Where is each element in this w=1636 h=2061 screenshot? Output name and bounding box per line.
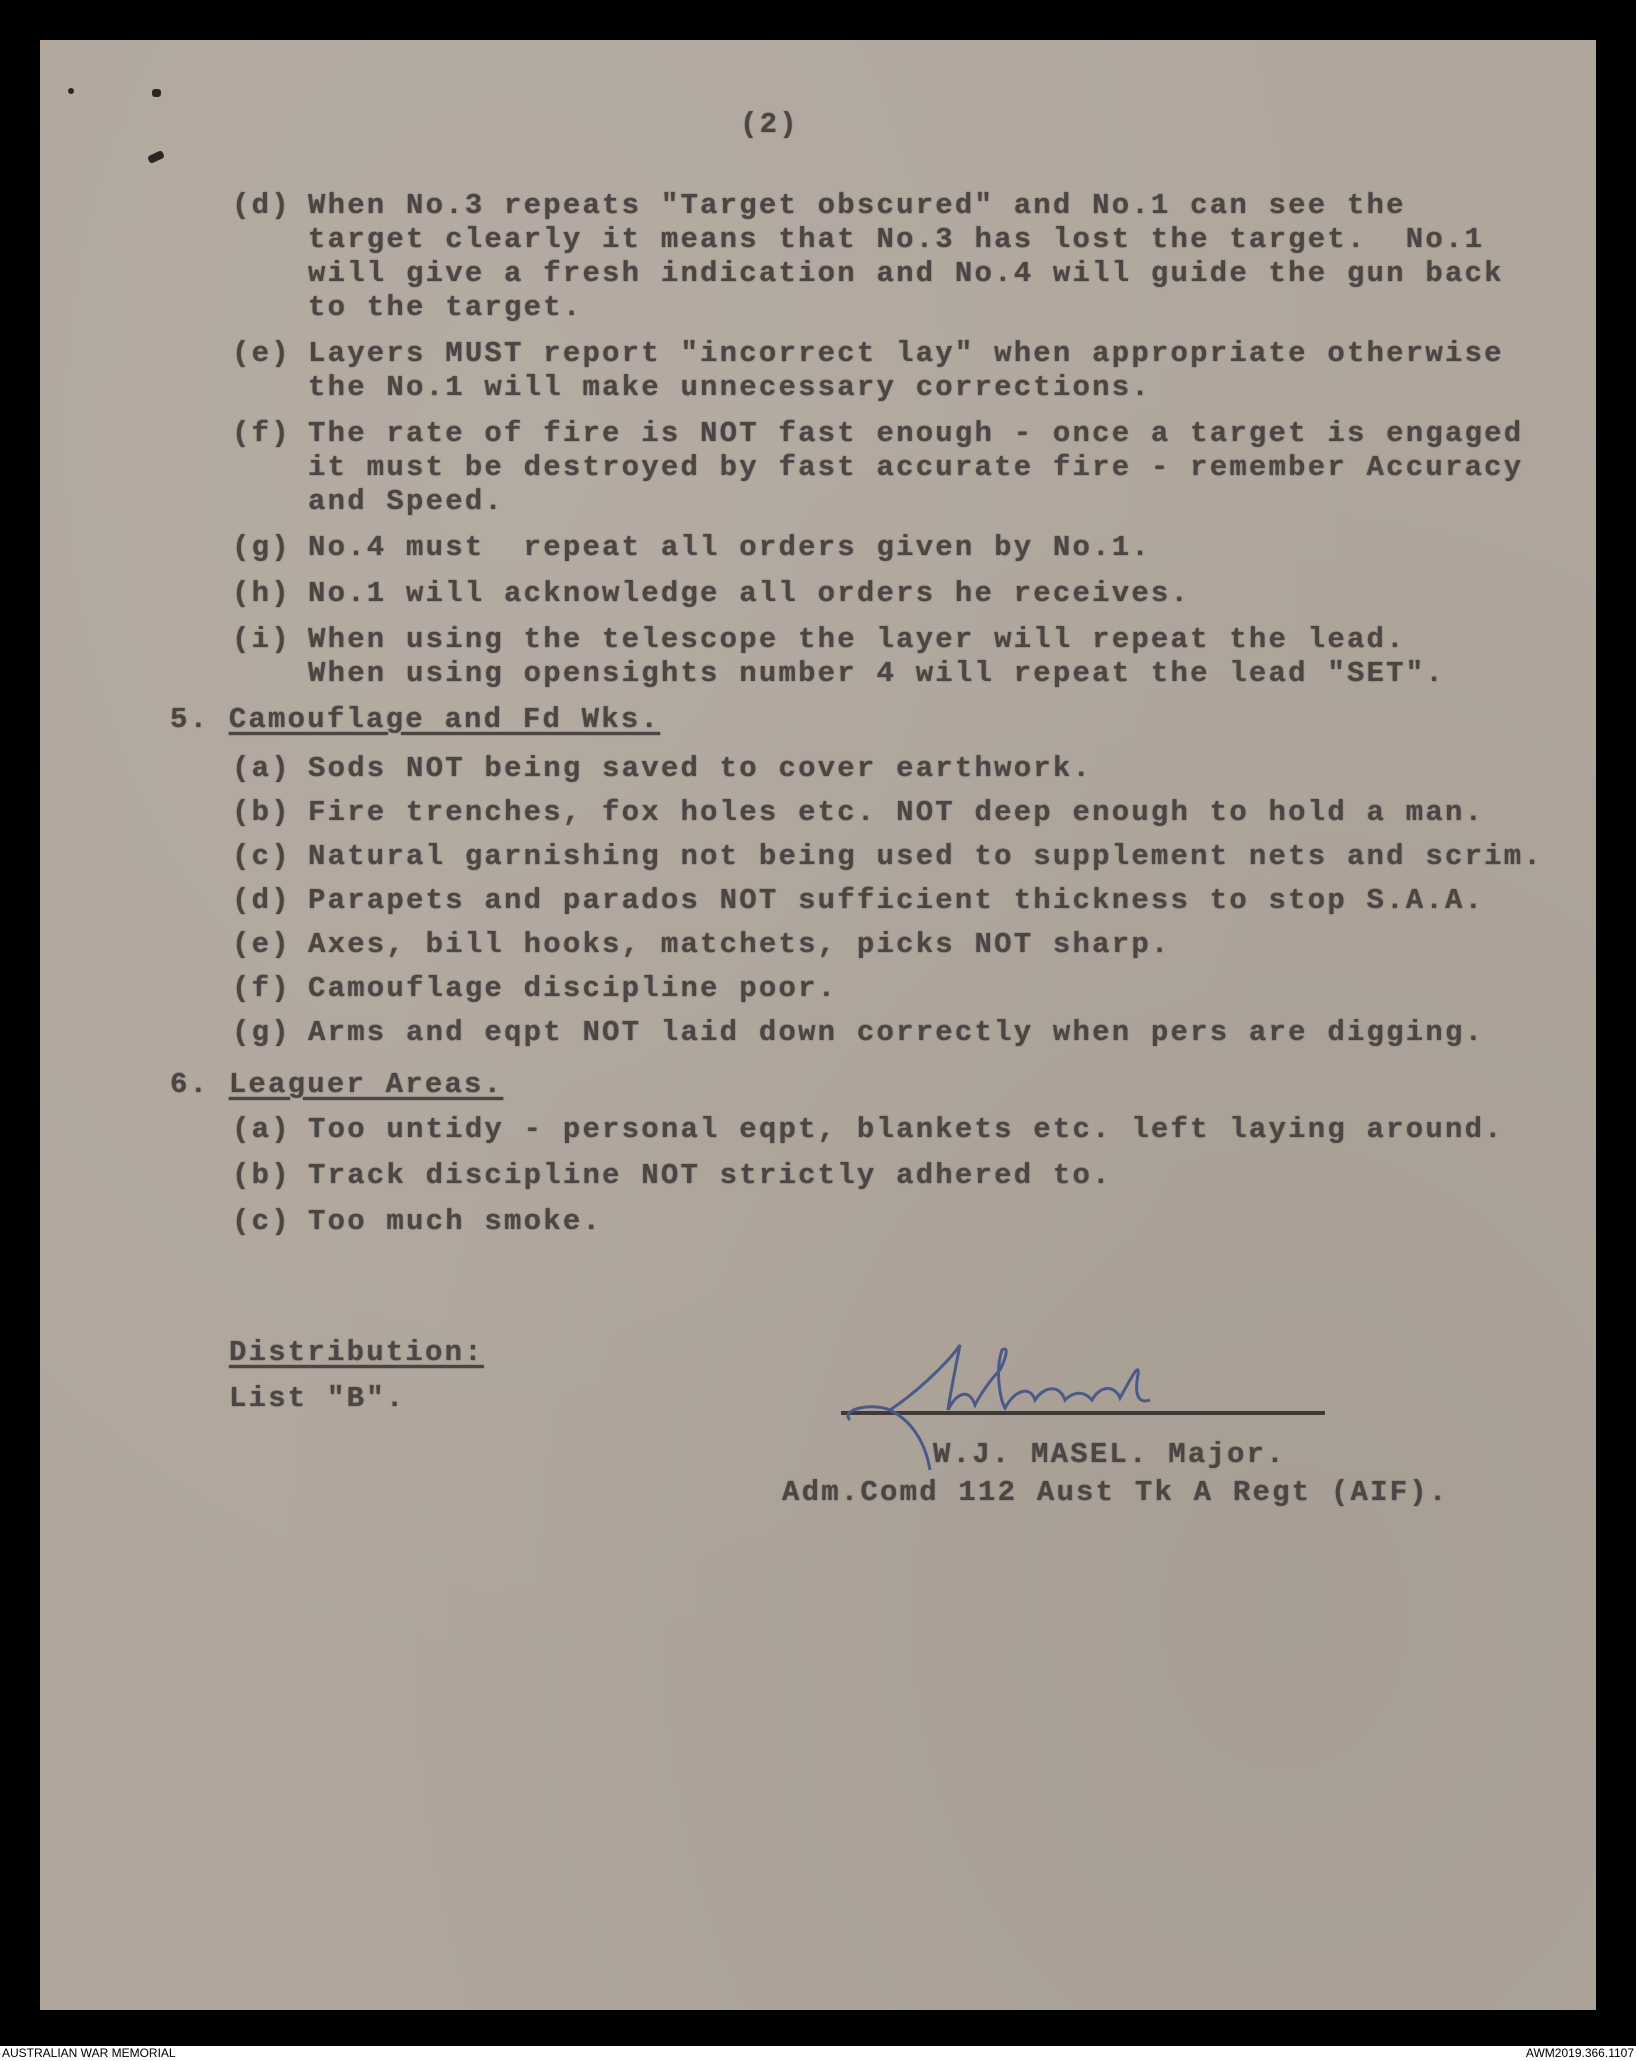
item-label: (c) [232,840,291,873]
item-text-line: No.4 must repeat all orders given by No.1. [308,531,1151,564]
item-text-line: and Speed. [308,485,505,518]
item-text-line: to the target. [308,291,583,324]
item-text [308,189,1504,325]
distribution-list: List "B". [229,1382,406,1415]
page-number: (2) [740,108,799,141]
item-text-line: The rate of fire is NOT fast enough - once a target is engaged [308,417,1524,450]
item-text [308,972,837,1006]
signatory-title: Adm.Comd 112 Aust Tk A Regt (AIF). [782,1476,1449,1509]
item-label: (a) [232,752,291,785]
archive-name: AUSTRALIAN WAR MEMORIAL [2,2046,176,2060]
item-label: (e) [232,928,291,961]
archive-reference: AWM2019.366.1107 [1525,2046,1634,2060]
item-text-line: the No.1 will make unnecessary corrections. [308,371,1151,404]
item-text [308,337,1504,405]
item-text [308,796,1484,830]
section-6-heading [170,1068,1596,1102]
item-text [308,1016,1484,1050]
list-item [232,577,1596,611]
item-label: (a) [232,1113,291,1146]
item-label: (d) [232,189,291,222]
item-text-line: No.1 will acknowledge all orders he receives. [308,577,1191,610]
list-item [232,623,1596,691]
item-text [308,531,1151,565]
item-label: (c) [232,1205,291,1238]
item-text-line: When using the telescope the layer will repeat the lead. [308,623,1406,656]
item-text-line: Too untidy - personal eqpt, blankets etc. left laying around. [308,1113,1504,1146]
document-page [40,40,1596,2010]
item-text-line: Arms and eqpt NOT laid down correctly when pers are digging. [308,1016,1485,1049]
list-item [232,417,1596,519]
list-item [232,884,1596,918]
item-text [308,417,1523,519]
punch-hole [152,89,161,97]
list-item [232,1113,1596,1147]
paper-tear [147,150,165,164]
section-number: 5. [170,703,210,736]
section-5-heading [170,703,1596,737]
section-5-items [232,752,1596,1050]
item-label: (e) [232,337,291,370]
item-text-line: Fire trenches, fox holes etc. NOT deep enough to hold a man. [308,796,1485,829]
list-item [232,531,1596,565]
list-item [232,1205,1596,1239]
item-text-line: Axes, bill hooks, matchets, picks NOT sharp. [308,928,1171,961]
item-text-line: When using opensights number 4 will repeat the lead "SET". [308,657,1445,690]
list-item [232,796,1596,830]
item-text [308,1159,1112,1193]
section-4-items [232,189,1596,691]
item-text-line: will give a fresh indication and No.4 will guide the gun back [308,257,1504,290]
item-text [308,623,1445,691]
item-text-line: Too much smoke. [308,1205,603,1238]
list-item [232,1159,1596,1193]
list-item [232,840,1596,874]
item-text [308,752,1092,786]
list-item [232,337,1596,405]
item-text-line: When No.3 repeats "Target obscured" and No.1 can see the [308,189,1406,222]
distribution-heading: Distribution: [229,1336,484,1369]
signatory-name: W.J. MASEL. Major. [933,1438,1286,1471]
item-label: (g) [232,1016,291,1049]
item-text-line: Track discipline NOT strictly adhered to. [308,1159,1112,1192]
item-text-line: Natural garnishing not being used to supplement nets and scrim. [308,840,1543,873]
item-text-line: Parapets and parados NOT sufficient thickness to stop S.A.A. [308,884,1485,917]
list-item [232,1016,1596,1050]
item-text-line: it must be destroyed by fast accurate fire - remember Accuracy [308,451,1524,484]
list-item [232,189,1596,325]
punch-hole [68,88,74,94]
item-text [308,577,1190,611]
item-text [308,1205,602,1239]
item-text [308,1113,1504,1147]
item-label: (d) [232,884,291,917]
item-text [308,884,1484,918]
section-number: 6. [170,1068,210,1101]
item-label: (f) [232,972,291,1005]
list-item [232,928,1596,962]
item-label: (h) [232,577,291,610]
item-text-line: Camouflage discipline poor. [308,972,838,1005]
item-label: (b) [232,1159,291,1192]
section-title: Leaguer Areas. [228,1068,504,1101]
section-title: Camouflage and Fd Wks. [228,703,661,736]
item-text-line: target clearly it means that No.3 has lost the target. No.1 [308,223,1485,256]
item-label: (b) [232,796,291,829]
archive-caption [0,2046,1636,2061]
list-item [232,972,1596,1006]
item-label: (i) [232,623,291,656]
list-item [232,752,1596,786]
item-label: (f) [232,417,291,450]
item-text-line: Layers MUST report "incorrect lay" when appropriate otherwise [308,337,1504,370]
section-6-items [232,1113,1596,1239]
item-text-line: Sods NOT being saved to cover earthwork. [308,752,1093,785]
item-label: (g) [232,531,291,564]
item-text [308,840,1543,874]
item-text [308,928,1171,962]
